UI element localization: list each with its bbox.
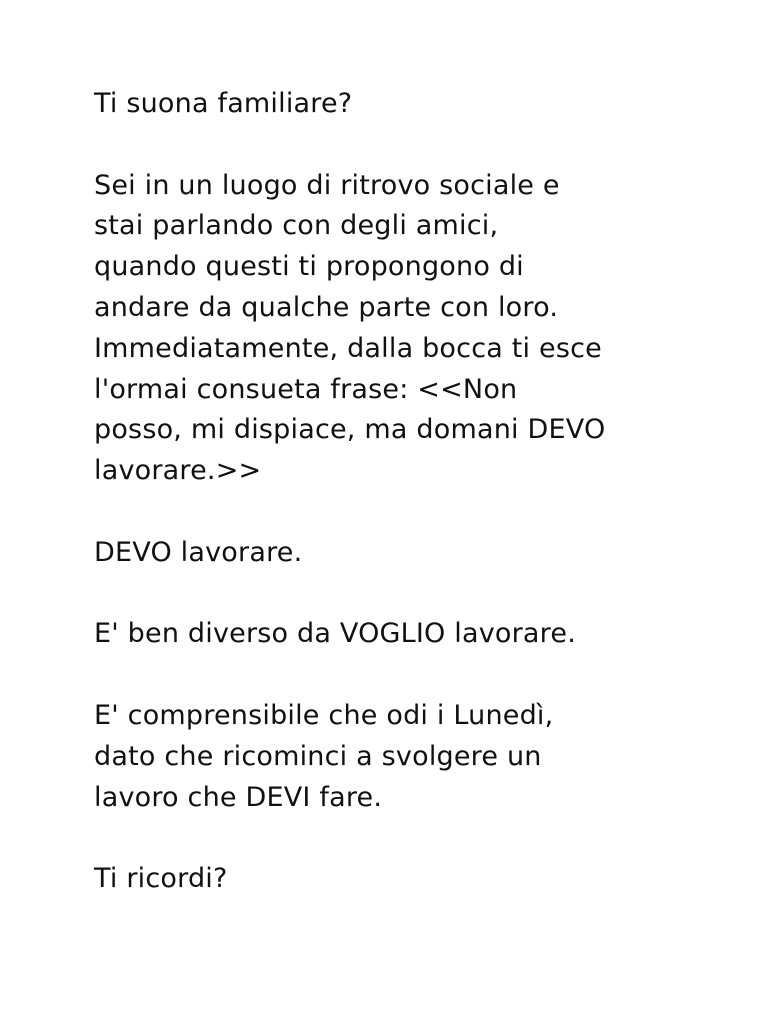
paragraph-intro-question [94, 84, 734, 125]
text-line: quando questi ti propongono di [94, 251, 524, 283]
text-line: lavorare.>> [94, 455, 262, 487]
text-line: andare da qualche parte con loro. [94, 291, 559, 323]
paragraph-ti-ricordi [94, 859, 734, 900]
text-line: Ti ricordi? [94, 863, 228, 895]
paragraph-social-scenario [94, 166, 734, 492]
text-line: Immediatamente, dalla bocca ti esce [94, 332, 602, 364]
text-line: Ti suona familiare? [94, 88, 353, 119]
text-line: DEVO lavorare. [94, 536, 303, 568]
text-line: dato che ricominci a svolgere un [94, 740, 542, 772]
text-line: posso, mi dispiace, ma domani DEVO [94, 414, 606, 446]
paragraph-lunedi [94, 696, 734, 818]
paragraph-devo-lavorare [94, 533, 734, 574]
document-page [94, 84, 734, 941]
text-line: E' comprensibile che odi i Lunedì, [94, 699, 554, 731]
paragraph-voglio-lavorare [94, 614, 734, 655]
text-line: l'ormai consueta frase: <<Non [94, 373, 518, 405]
text-line: E' ben diverso da VOGLIO lavorare. [94, 618, 576, 650]
text-line: lavoro che DEVI fare. [94, 781, 383, 813]
text-line: Sei in un luogo di ritrovo sociale e [94, 169, 560, 201]
text-line: stai parlando con degli amici, [94, 210, 499, 242]
